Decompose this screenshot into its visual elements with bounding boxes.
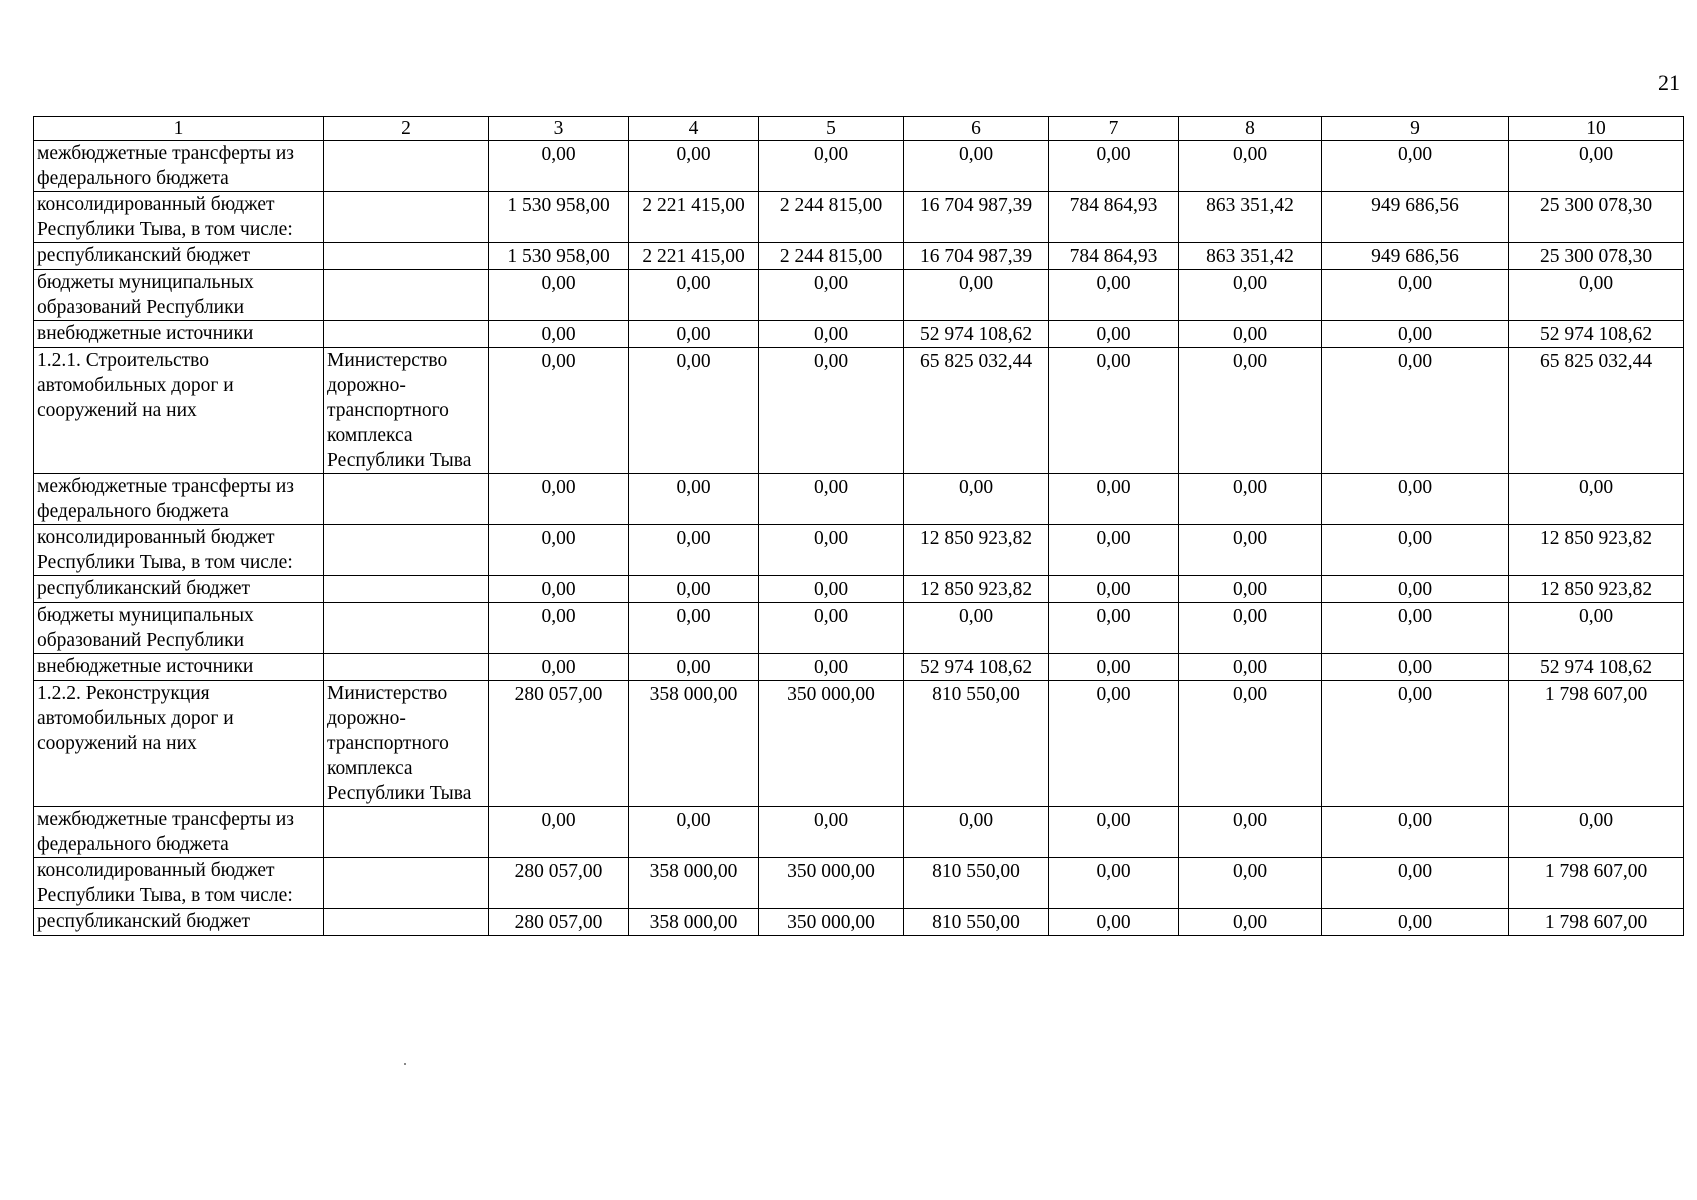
row-name: внебюджетные источники	[34, 321, 324, 348]
row-value: 0,00	[1179, 603, 1322, 654]
row-value: 0,00	[1179, 909, 1322, 936]
row-value: 0,00	[489, 141, 629, 192]
row-value: 0,00	[1179, 348, 1322, 474]
row-executor	[324, 603, 489, 654]
row-value: 0,00	[759, 474, 904, 525]
row-value: 0,00	[1179, 474, 1322, 525]
row-value: 0,00	[1322, 576, 1509, 603]
row-executor	[324, 807, 489, 858]
row-value: 0,00	[489, 321, 629, 348]
row-value: 0,00	[1049, 576, 1179, 603]
row-value: 0,00	[759, 348, 904, 474]
row-value: 0,00	[1179, 807, 1322, 858]
row-value: 0,00	[1049, 525, 1179, 576]
table-row	[34, 603, 1684, 654]
row-value: 0,00	[1509, 474, 1684, 525]
row-value: 784 864,93	[1049, 192, 1179, 243]
page-number: 21	[1658, 70, 1680, 95]
row-value: 0,00	[1322, 858, 1509, 909]
row-executor	[324, 858, 489, 909]
row-value: 0,00	[1179, 576, 1322, 603]
row-value: 0,00	[759, 576, 904, 603]
row-value: 0,00	[759, 321, 904, 348]
row-value: 0,00	[1322, 270, 1509, 321]
row-name: консолидированный бюджет Республики Тыва, в том числе:	[34, 192, 324, 243]
row-value: 0,00	[1179, 654, 1322, 681]
row-value: 65 825 032,44	[1509, 348, 1684, 474]
row-value: 280 057,00	[489, 909, 629, 936]
row-value: 12 850 923,82	[904, 525, 1049, 576]
row-executor	[324, 243, 489, 270]
table-row	[34, 348, 1684, 474]
row-value: 358 000,00	[629, 909, 759, 936]
row-value: 0,00	[1049, 654, 1179, 681]
column-number: 8	[1179, 117, 1322, 141]
row-executor	[324, 576, 489, 603]
table-row	[34, 576, 1684, 603]
row-value: 0,00	[629, 576, 759, 603]
row-value: 350 000,00	[759, 909, 904, 936]
row-value: 16 704 987,39	[904, 243, 1049, 270]
column-number: 10	[1509, 117, 1684, 141]
row-value: 0,00	[1509, 807, 1684, 858]
table-row	[34, 270, 1684, 321]
row-value: 2 221 415,00	[629, 192, 759, 243]
row-executor	[324, 474, 489, 525]
row-value: 2 244 815,00	[759, 192, 904, 243]
row-name: 1.2.2. Реконструкция автомобильных дорог и сооружений на них	[34, 681, 324, 807]
row-value: 863 351,42	[1179, 192, 1322, 243]
column-number: 6	[904, 117, 1049, 141]
row-value: 0,00	[1322, 603, 1509, 654]
table-row	[34, 909, 1684, 936]
row-name: бюджеты муниципальных образований Республики	[34, 603, 324, 654]
row-value: 2 244 815,00	[759, 243, 904, 270]
row-value: 12 850 923,82	[1509, 576, 1684, 603]
row-value: 0,00	[1509, 603, 1684, 654]
row-value: 52 974 108,62	[1509, 654, 1684, 681]
row-executor	[324, 909, 489, 936]
row-executor: Министерство дорожно-транспортного комплекса Республики Тыва	[324, 681, 489, 807]
row-value: 350 000,00	[759, 858, 904, 909]
row-value: 0,00	[1049, 348, 1179, 474]
row-value: 0,00	[759, 603, 904, 654]
row-value: 0,00	[629, 141, 759, 192]
budget-table	[33, 116, 1684, 936]
row-value: 0,00	[1049, 474, 1179, 525]
table-row	[34, 525, 1684, 576]
row-name: республиканский бюджет	[34, 243, 324, 270]
row-value: 0,00	[1179, 141, 1322, 192]
row-value: 0,00	[1179, 525, 1322, 576]
row-value: 52 974 108,62	[904, 654, 1049, 681]
row-value: 0,00	[489, 654, 629, 681]
row-executor	[324, 525, 489, 576]
row-value: 0,00	[1049, 858, 1179, 909]
row-value: 0,00	[489, 603, 629, 654]
row-value: 65 825 032,44	[904, 348, 1049, 474]
row-value: 0,00	[904, 807, 1049, 858]
row-value: 0,00	[489, 348, 629, 474]
row-value: 0,00	[904, 603, 1049, 654]
row-value: 0,00	[1179, 858, 1322, 909]
row-value: 12 850 923,82	[1509, 525, 1684, 576]
row-value: 1 530 958,00	[489, 192, 629, 243]
row-executor: Министерство дорожно-транспортного комплекса Республики Тыва	[324, 348, 489, 474]
row-value: 0,00	[1049, 807, 1179, 858]
row-value: 1 798 607,00	[1509, 681, 1684, 807]
row-value: 0,00	[629, 654, 759, 681]
row-value: 0,00	[1509, 270, 1684, 321]
row-value: 810 550,00	[904, 909, 1049, 936]
row-value: 0,00	[629, 525, 759, 576]
table-row	[34, 858, 1684, 909]
row-name: республиканский бюджет	[34, 576, 324, 603]
table-row	[34, 321, 1684, 348]
row-value: 0,00	[1179, 681, 1322, 807]
row-value: 0,00	[629, 348, 759, 474]
row-executor	[324, 654, 489, 681]
row-value: 0,00	[629, 474, 759, 525]
row-value: 0,00	[489, 576, 629, 603]
row-value: 0,00	[1179, 321, 1322, 348]
row-value: 0,00	[1322, 141, 1509, 192]
row-executor	[324, 141, 489, 192]
row-value: 0,00	[1049, 141, 1179, 192]
table-row	[34, 474, 1684, 525]
row-value: 0,00	[759, 141, 904, 192]
row-value: 0,00	[1049, 909, 1179, 936]
row-name: консолидированный бюджет Республики Тыва, в том числе:	[34, 858, 324, 909]
row-value: 1 798 607,00	[1509, 858, 1684, 909]
row-value: 0,00	[1322, 321, 1509, 348]
table-row	[34, 807, 1684, 858]
row-name: республиканский бюджет	[34, 909, 324, 936]
row-value: 0,00	[489, 474, 629, 525]
row-value: 0,00	[629, 603, 759, 654]
row-value: 350 000,00	[759, 681, 904, 807]
row-value: 0,00	[904, 270, 1049, 321]
column-number: 3	[489, 117, 629, 141]
column-number-row	[34, 117, 1684, 141]
row-value: 0,00	[904, 474, 1049, 525]
row-value: 0,00	[629, 321, 759, 348]
column-number: 2	[324, 117, 489, 141]
table-row	[34, 654, 1684, 681]
row-value: 863 351,42	[1179, 243, 1322, 270]
column-number: 7	[1049, 117, 1179, 141]
row-executor	[324, 270, 489, 321]
table-row	[34, 243, 1684, 270]
row-value: 784 864,93	[1049, 243, 1179, 270]
table-row	[34, 141, 1684, 192]
row-value: 0,00	[489, 525, 629, 576]
row-name: межбюджетные трансферты из федерального бюджета	[34, 474, 324, 525]
row-name: 1.2.1. Строительство автомобильных дорог и сооружений на них	[34, 348, 324, 474]
scan-speck	[404, 1063, 406, 1065]
row-executor	[324, 321, 489, 348]
row-value: 0,00	[629, 807, 759, 858]
row-name: консолидированный бюджет Республики Тыва, в том числе:	[34, 525, 324, 576]
row-value: 358 000,00	[629, 681, 759, 807]
row-value: 0,00	[1509, 141, 1684, 192]
row-value: 25 300 078,30	[1509, 192, 1684, 243]
row-value: 0,00	[1049, 321, 1179, 348]
table-row	[34, 681, 1684, 807]
row-value: 0,00	[1179, 270, 1322, 321]
row-value: 0,00	[759, 525, 904, 576]
column-number: 9	[1322, 117, 1509, 141]
row-value: 12 850 923,82	[904, 576, 1049, 603]
row-value: 0,00	[1322, 654, 1509, 681]
row-value: 0,00	[1322, 807, 1509, 858]
row-value: 810 550,00	[904, 681, 1049, 807]
row-value: 0,00	[629, 270, 759, 321]
row-executor	[324, 192, 489, 243]
row-name: бюджеты муниципальных образований Республики	[34, 270, 324, 321]
row-value: 0,00	[1322, 681, 1509, 807]
row-name: межбюджетные трансферты из федерального бюджета	[34, 141, 324, 192]
row-value: 810 550,00	[904, 858, 1049, 909]
row-value: 280 057,00	[489, 681, 629, 807]
row-value: 358 000,00	[629, 858, 759, 909]
row-value: 280 057,00	[489, 858, 629, 909]
row-value: 52 974 108,62	[904, 321, 1049, 348]
row-value: 0,00	[1049, 681, 1179, 807]
row-value: 0,00	[1049, 270, 1179, 321]
row-value: 949 686,56	[1322, 192, 1509, 243]
row-value: 0,00	[489, 270, 629, 321]
row-value: 0,00	[1322, 525, 1509, 576]
column-number: 5	[759, 117, 904, 141]
row-value: 0,00	[489, 807, 629, 858]
row-name: внебюджетные источники	[34, 654, 324, 681]
row-value: 0,00	[904, 141, 1049, 192]
row-value: 0,00	[759, 654, 904, 681]
row-value: 0,00	[1322, 348, 1509, 474]
row-value: 1 798 607,00	[1509, 909, 1684, 936]
row-value: 0,00	[1322, 474, 1509, 525]
column-number: 4	[629, 117, 759, 141]
row-value: 2 221 415,00	[629, 243, 759, 270]
row-value: 52 974 108,62	[1509, 321, 1684, 348]
row-value: 0,00	[1322, 909, 1509, 936]
row-value: 25 300 078,30	[1509, 243, 1684, 270]
row-value: 1 530 958,00	[489, 243, 629, 270]
row-value: 949 686,56	[1322, 243, 1509, 270]
row-value: 0,00	[759, 807, 904, 858]
row-name: межбюджетные трансферты из федерального бюджета	[34, 807, 324, 858]
table-row	[34, 192, 1684, 243]
column-number: 1	[34, 117, 324, 141]
row-value: 0,00	[1049, 603, 1179, 654]
row-value: 16 704 987,39	[904, 192, 1049, 243]
row-value: 0,00	[759, 270, 904, 321]
